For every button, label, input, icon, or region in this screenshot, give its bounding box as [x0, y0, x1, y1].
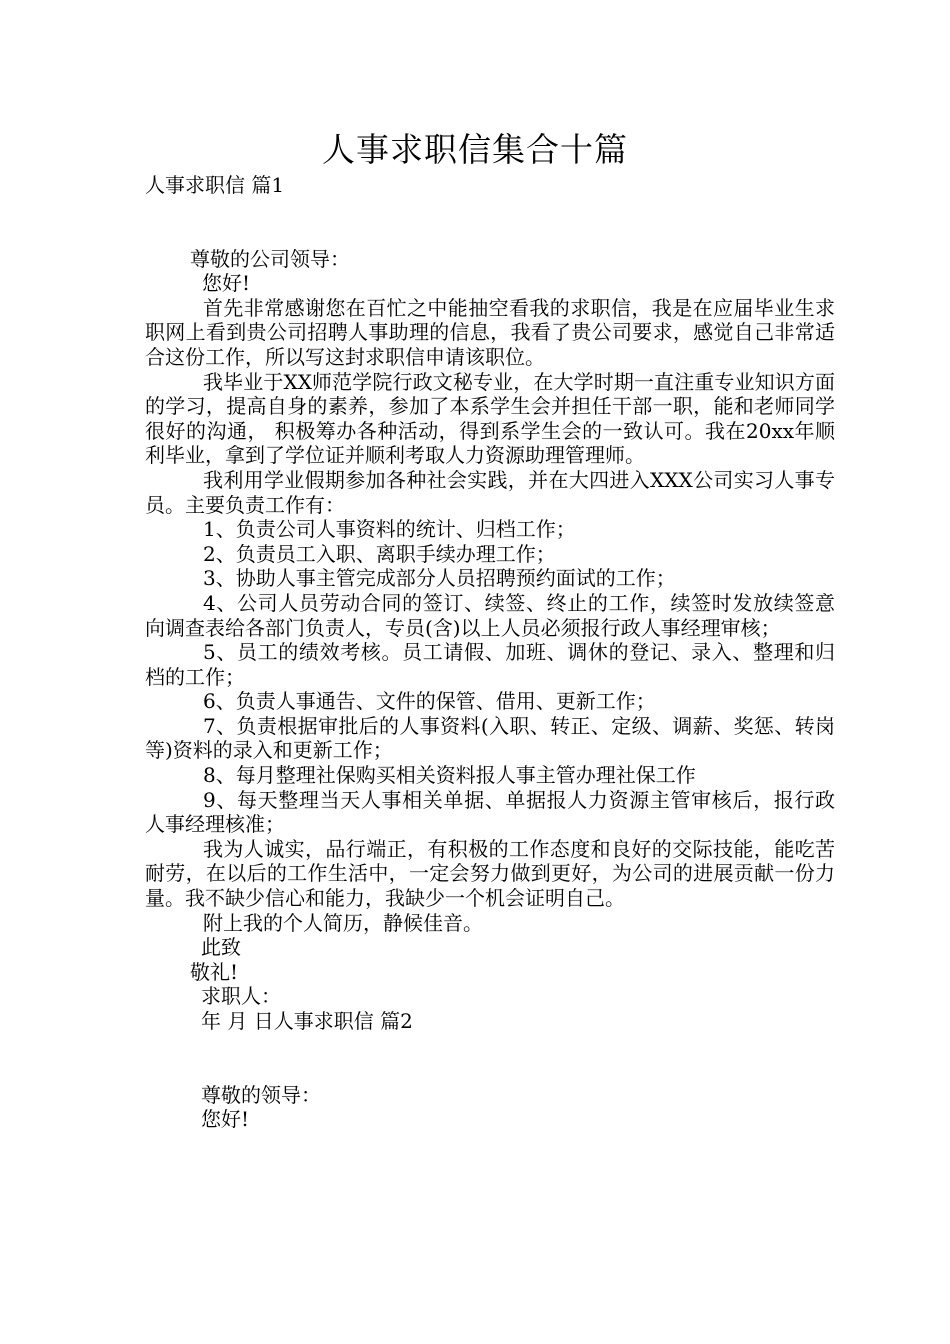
salutation: 尊敬的领导： [201, 1082, 321, 1107]
duty-item: 1、负责公司人事资料的统计、归档工作； [203, 517, 576, 542]
duty-item: 4、公司人员劳动合同的签订、续签、终止的工作，续签时发放续签意向调查表给各部门负责人，专员(含)以上人员必须报行政人事经理审核； [145, 590, 835, 640]
body-paragraph: 我利用学业假期参加各种社会实践，并在大四进入XXX公司实习人事专员。主要负责工作有： [145, 467, 835, 517]
duty-item: 6、负责人事通告、文件的保管、借用、更新工作； [203, 689, 656, 714]
greeting: 您好! [202, 271, 251, 296]
duty-item: 2、负责员工入职、离职手续办理工作； [203, 541, 556, 566]
closing-line: 此致 [201, 935, 241, 960]
document-title: 人事求职信集合十篇 [322, 130, 628, 169]
duty-item: 7、负责根据审批后的人事资料(入职、转正、定级、调薪、奖惩、转岗等)资料的录入和更新工作； [145, 713, 835, 763]
applicant-signature: 求职人： [201, 984, 281, 1009]
blank-space [145, 198, 835, 247]
greeting: 您好! [201, 1107, 250, 1132]
body-paragraph: 我毕业于XX师范学院行政文秘专业，在大学时期一直注重专业知识方面的学习，提高自身的素养，参加了本系学生会并担任干部一职，能和老师同学很好的沟通， 积极筹办各种活动，得到系学生会的一致认可。我在20xx年顺利毕业，拿到了学位证并顺利考取人力资源助理管理师。 [145, 369, 835, 468]
duty-item: 3、协助人事主管完成部分人员招聘预约面试的工作； [203, 566, 676, 591]
blank-space [145, 1034, 835, 1083]
duty-item: 8、每月整理社保购买相关资料报人事主管办理社保工作 [203, 763, 696, 788]
document-body [145, 173, 835, 1132]
date-and-section-heading: 年 月 日人事求职信 篇2 [201, 1009, 413, 1033]
body-paragraph: 我为人诚实，品行端正，有积极的工作态度和良好的交际技能，能吃苦耐劳，在以后的工作生活中，一定会努力做到更好，为公司的进展贡献一份力量。我不缺少信心和能力，我缺少一个机会证明自己。 [145, 836, 835, 911]
closing-line: 敬礼! [190, 959, 239, 984]
duty-item: 5、员工的绩效考核。员工请假、加班、调休的登记、录入、整理和归档的工作； [145, 640, 835, 689]
duty-item: 9、每天整理当天人事相关单据、单据报人力资源主管审核后，报行政人事经理核准； [145, 787, 835, 837]
body-paragraph: 首先非常感谢您在百忙之中能抽空看我的求职信，我是在应届毕业生求职网上看到贵公司招聘人事助理的信息，我看了贵公司要求，感觉自己非常适合这份工作，所以写这封求职信申请该职位。 [145, 295, 835, 369]
body-paragraph: 附上我的个人简历，静候佳音。 [203, 910, 483, 935]
section-heading: 人事求职信 篇1 [145, 173, 285, 197]
salutation: 尊敬的公司领导： [190, 246, 350, 271]
